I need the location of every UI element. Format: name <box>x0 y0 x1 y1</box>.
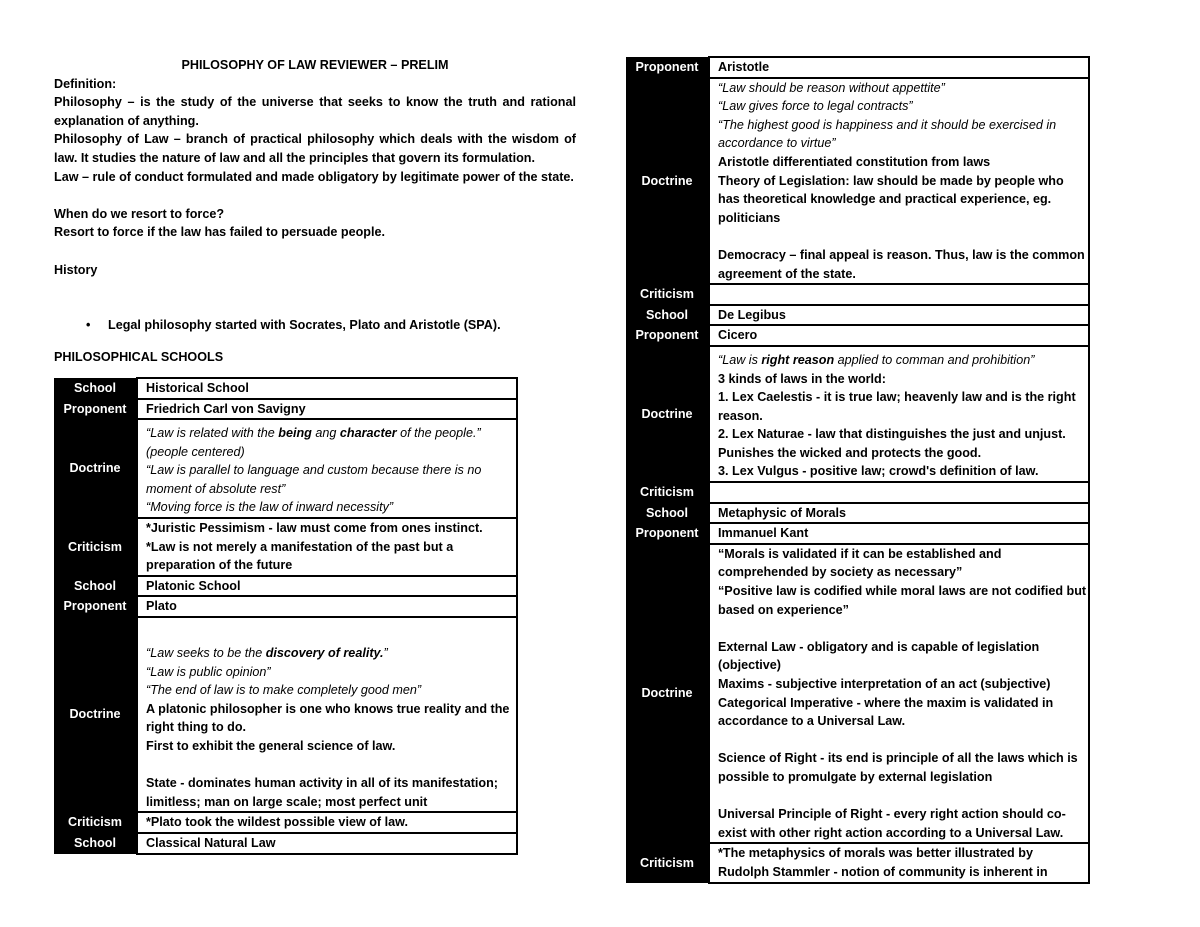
criticism-line: *The metaphysics of morals was better illustrated by <box>718 846 1033 861</box>
bullet-text: Legal philosophy started with Socrates, Plato and Aristotle (SPA). <box>108 317 501 332</box>
criticism-value: *Plato took the wildest possible view of law. <box>137 812 517 833</box>
doctrine-line: Maxims - subjective interpretation of an act (subjective) <box>718 677 1051 691</box>
table-row <box>54 399 517 420</box>
doctrine-line: “Law is public opinion” <box>146 664 271 679</box>
doctrine-line: Aristotle differentiated constitution from laws <box>718 154 991 169</box>
doctrine-line: Theory of Legislation: law should be made by people who has theoretical knowledge and practical experience, eg. politicians <box>718 173 1064 225</box>
criticism-label: Criticism <box>54 812 137 833</box>
criticism-label: Criticism <box>626 482 709 503</box>
table-row <box>626 482 1089 503</box>
school-label: School <box>626 503 709 524</box>
left-column <box>54 56 576 855</box>
schools-table-right <box>626 56 1090 884</box>
doctrine-line: Science of Right - its end is principle of all the laws which is possible to promulgate by external legislation <box>718 751 1078 784</box>
def-philosophy: Philosophy – is the study of the universe that seeks to know the truth and rational explanation of anything. <box>54 95 576 128</box>
doctrine-value <box>709 544 1089 844</box>
school-value: Historical School <box>137 378 517 399</box>
doctrine-line: “Morals is validated if it can be established and comprehended by society as necessary” <box>718 546 1002 580</box>
doctrine-line: “Positive law is codified while moral laws are not codified but based on experience” <box>718 584 1087 617</box>
doctrine-value <box>137 419 517 518</box>
table-row <box>626 503 1089 524</box>
table-row <box>54 576 517 597</box>
proponent-value: Plato <box>137 596 517 617</box>
doctrine-line: State - dominates human activity in all of its manifestation; limitless; man on large scale; most perfect unit <box>146 776 498 809</box>
doctrine-line: Universal Principle of Right - every right action should co-exist with other right action according to a Universal Law. <box>718 807 1066 840</box>
table-row <box>54 812 517 833</box>
proponent-value: Cicero <box>709 325 1089 346</box>
proponent-label: Proponent <box>54 596 137 617</box>
proponent-label: Proponent <box>626 325 709 346</box>
doctrine-line: “Law is related with the being ang character of the people.” (people centered) <box>146 426 481 459</box>
criticism-label: Criticism <box>54 518 137 576</box>
proponent-label: Proponent <box>626 523 709 544</box>
doctrine-line: “Moving force is the law of inward necessity” <box>146 500 394 515</box>
doctrine-line: A platonic philosopher is one who knows true reality and the right thing to do. <box>146 701 510 735</box>
doctrine-line: “Law is right reason applied to comman and prohibition” <box>718 352 1035 367</box>
doctrine-label: Doctrine <box>54 419 137 518</box>
criticism-label: Criticism <box>626 843 709 882</box>
table-row <box>626 284 1089 305</box>
doctrine-line: First to exhibit the general science of law. <box>146 739 396 753</box>
criticism-line: *Juristic Pessimism - law must come from ones instinct. <box>146 521 483 536</box>
table-row <box>54 419 517 518</box>
proponent-value: Aristotle <box>709 57 1089 78</box>
proponent-label: Proponent <box>54 399 137 420</box>
doctrine-line: “Law gives force to legal contracts” <box>718 99 913 114</box>
table-row <box>626 325 1089 346</box>
history-heading: History <box>54 262 98 277</box>
table-row <box>626 57 1089 78</box>
table-row <box>54 518 517 576</box>
def-law: Law – rule of conduct formulated and made obligatory by legitimate power of the state. <box>54 169 574 184</box>
table-row <box>54 596 517 617</box>
doctrine-line: “The highest good is happiness and it should be exercised in accordance to virtue” <box>718 117 1057 151</box>
doctrine-label: Doctrine <box>626 544 709 844</box>
criticism-value <box>137 518 517 576</box>
doctrine-line: “Law seeks to be the discovery of reality.” <box>146 646 388 661</box>
table-row <box>626 523 1089 544</box>
page-title: PHILOSOPHY OF LAW REVIEWER – PRELIM <box>181 58 449 72</box>
doctrine-line: 1. Lex Caelestis - it is true law; heavenly law and is the right reason. <box>718 390 1076 423</box>
school-value: Metaphysic of Morals <box>709 503 1089 524</box>
doctrine-line: Democracy – final appeal is reason. Thus, law is the common agreement of the state. <box>718 247 1085 281</box>
school-label: School <box>54 833 137 854</box>
school-value: De Legibus <box>709 305 1089 326</box>
doctrine-line: 3 kinds of laws in the world: <box>718 371 886 386</box>
table-row <box>54 617 517 812</box>
school-value: Classical Natural Law <box>137 833 517 854</box>
criticism-value <box>709 482 1089 503</box>
school-label: School <box>54 378 137 399</box>
right-column <box>626 56 1091 884</box>
doctrine-value <box>137 617 517 812</box>
doctrine-line: “The end of law is to make completely good men” <box>146 683 422 698</box>
force-question: When do we resort to force? <box>54 206 225 221</box>
table-row <box>626 346 1089 482</box>
table-row <box>626 843 1089 882</box>
criticism-value <box>709 284 1089 305</box>
doctrine-label: Doctrine <box>626 78 709 285</box>
history-bullet <box>86 316 576 335</box>
bullet-icon: • <box>86 317 91 332</box>
criticism-value <box>709 843 1089 882</box>
doctrine-line: 2. Lex Naturae - law that distinguishes the just and unjust. Punishes the wicked and protects the good. <box>718 427 1066 460</box>
doctrine-line: Categorical Imperative - where the maxim is validated in accordance to a Universal Law. <box>718 695 1054 729</box>
force-answer: Resort to force if the law has failed to persuade people. <box>54 225 386 240</box>
schools-table-left <box>54 377 518 855</box>
doctrine-line: “Law should be reason without appettite” <box>718 80 945 95</box>
doctrine-value <box>709 346 1089 482</box>
schools-heading: PHILOSOPHICAL SCHOOLS <box>54 350 224 365</box>
def-philosophy-of-law: Philosophy of Law – branch of practical philosophy which deals with the wisdom of law. It studies the nature of law and all the principles that govern its formulation. <box>54 132 576 165</box>
school-label: School <box>626 305 709 326</box>
doctrine-label: Doctrine <box>626 346 709 482</box>
table-row <box>626 305 1089 326</box>
school-value: Platonic School <box>137 576 517 597</box>
doctrine-line: “Law is parallel to language and custom because there is no moment of absolute rest” <box>146 463 482 496</box>
doctrine-value <box>709 78 1089 285</box>
table-row <box>626 78 1089 285</box>
table-row <box>54 378 517 399</box>
doctrine-label: Doctrine <box>54 617 137 812</box>
proponent-label: Proponent <box>626 57 709 78</box>
doctrine-line: External Law - obligatory and is capable of legislation (objective) <box>718 639 1040 673</box>
criticism-line: *Law is not merely a manifestation of the past but a preparation of the future <box>146 539 454 573</box>
doctrine-line: 3. Lex Vulgus - positive law; crowd's definition of law. <box>718 464 1039 479</box>
criticism-label: Criticism <box>626 284 709 305</box>
definition-heading: Definition: <box>54 76 117 91</box>
table-row <box>54 833 517 854</box>
proponent-value: Friedrich Carl von Savigny <box>137 399 517 420</box>
table-row <box>626 544 1089 844</box>
proponent-value: Immanuel Kant <box>709 523 1089 544</box>
school-label: School <box>54 576 137 597</box>
criticism-line: Rudolph Stammler - notion of community is inherent in <box>718 864 1048 879</box>
